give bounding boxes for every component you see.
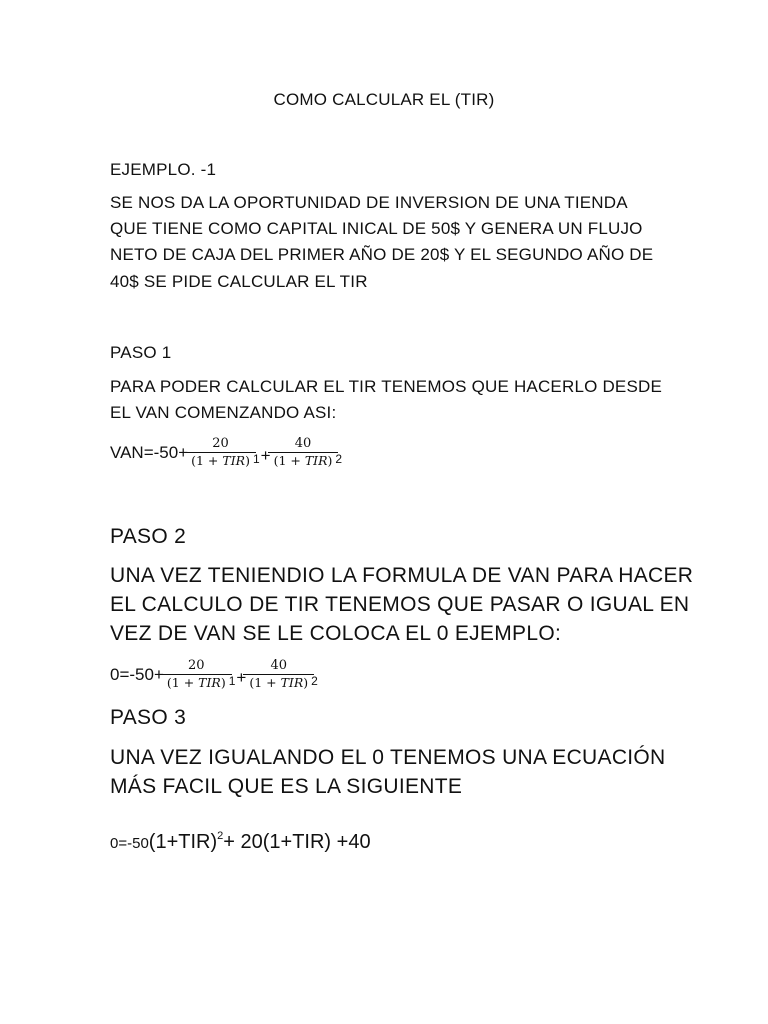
fraction-denominator: (1 + TIR) — [249, 675, 309, 690]
step1-formula — [110, 436, 343, 469]
fraction-numerator: 40 — [243, 658, 314, 675]
example-heading: EJEMPLO. -1 — [110, 160, 217, 179]
formula-lead: VAN=-50+ — [110, 442, 189, 462]
fraction-2 — [272, 436, 335, 469]
step1-heading: PASO 1 — [110, 343, 172, 362]
fraction-denominator: (1 + TIR) — [191, 453, 250, 468]
formula-part-1: (1+TIR) — [148, 831, 218, 853]
example-line-4: 40$ SE PIDE CALCULAR EL TIR — [110, 272, 368, 291]
formula-lead: 0=-50 — [110, 835, 149, 852]
step3-formula — [110, 830, 371, 854]
fraction-2 — [247, 658, 310, 691]
fraction-numerator: 40 — [268, 436, 339, 453]
plus-sign: + — [260, 445, 271, 465]
step1-line-1: PARA PODER CALCULAR EL TIR TENEMOS QUE HACERLO DESDE — [110, 377, 663, 396]
step2-line-1: UNA VEZ TENIENDIO LA FORMULA DE VAN PARA HACER — [110, 564, 694, 587]
exponent: 2 — [217, 830, 224, 842]
exponent: 2 — [335, 451, 343, 466]
formula-part-2: + 20(1+TIR) +40 — [223, 831, 371, 853]
example-line-1: SE NOS DA LA OPORTUNIDAD DE INVERSION DE UNA TIENDA — [110, 193, 628, 212]
step3-line-1: UNA VEZ IGUALANDO EL 0 TENEMOS UNA ECUACIÓN — [110, 746, 666, 769]
page-title: COMO CALCULAR EL (TIR) — [273, 90, 495, 109]
fraction-numerator: 20 — [161, 658, 232, 675]
step2-formula — [110, 658, 319, 691]
exponent: 1 — [252, 451, 260, 466]
step2-line-2: EL CALCULO DE TIR TENEMOS QUE PASAR O IGUAL EN — [110, 593, 690, 616]
fraction-1 — [189, 436, 252, 469]
step3-line-2: MÁS FACIL QUE ES LA SIGUIENTE — [110, 775, 463, 798]
step2-heading: PASO 2 — [110, 525, 187, 548]
fraction-1 — [165, 658, 228, 691]
exponent: 1 — [228, 673, 236, 688]
formula-lead: 0=-50+ — [110, 664, 164, 684]
step3-heading: PASO 3 — [110, 706, 187, 729]
example-line-2: QUE TIENE COMO CAPITAL INICAL DE 50$ Y GENERA UN FLUJO — [110, 219, 643, 238]
example-line-3: NETO DE CAJA DEL PRIMER AÑO DE 20$ Y EL SEGUNDO AÑO DE — [110, 245, 654, 264]
plus-sign: + — [236, 667, 247, 687]
fraction-numerator: 20 — [185, 436, 256, 453]
step1-line-2: EL VAN COMENZANDO ASI: — [110, 403, 337, 422]
step2-line-3: VEZ DE VAN SE LE COLOCA EL 0 EJEMPLO: — [110, 622, 562, 645]
fraction-denominator: (1 + TIR) — [166, 675, 226, 690]
exponent: 2 — [311, 673, 318, 688]
fraction-denominator: (1 + TIR) — [273, 453, 333, 468]
